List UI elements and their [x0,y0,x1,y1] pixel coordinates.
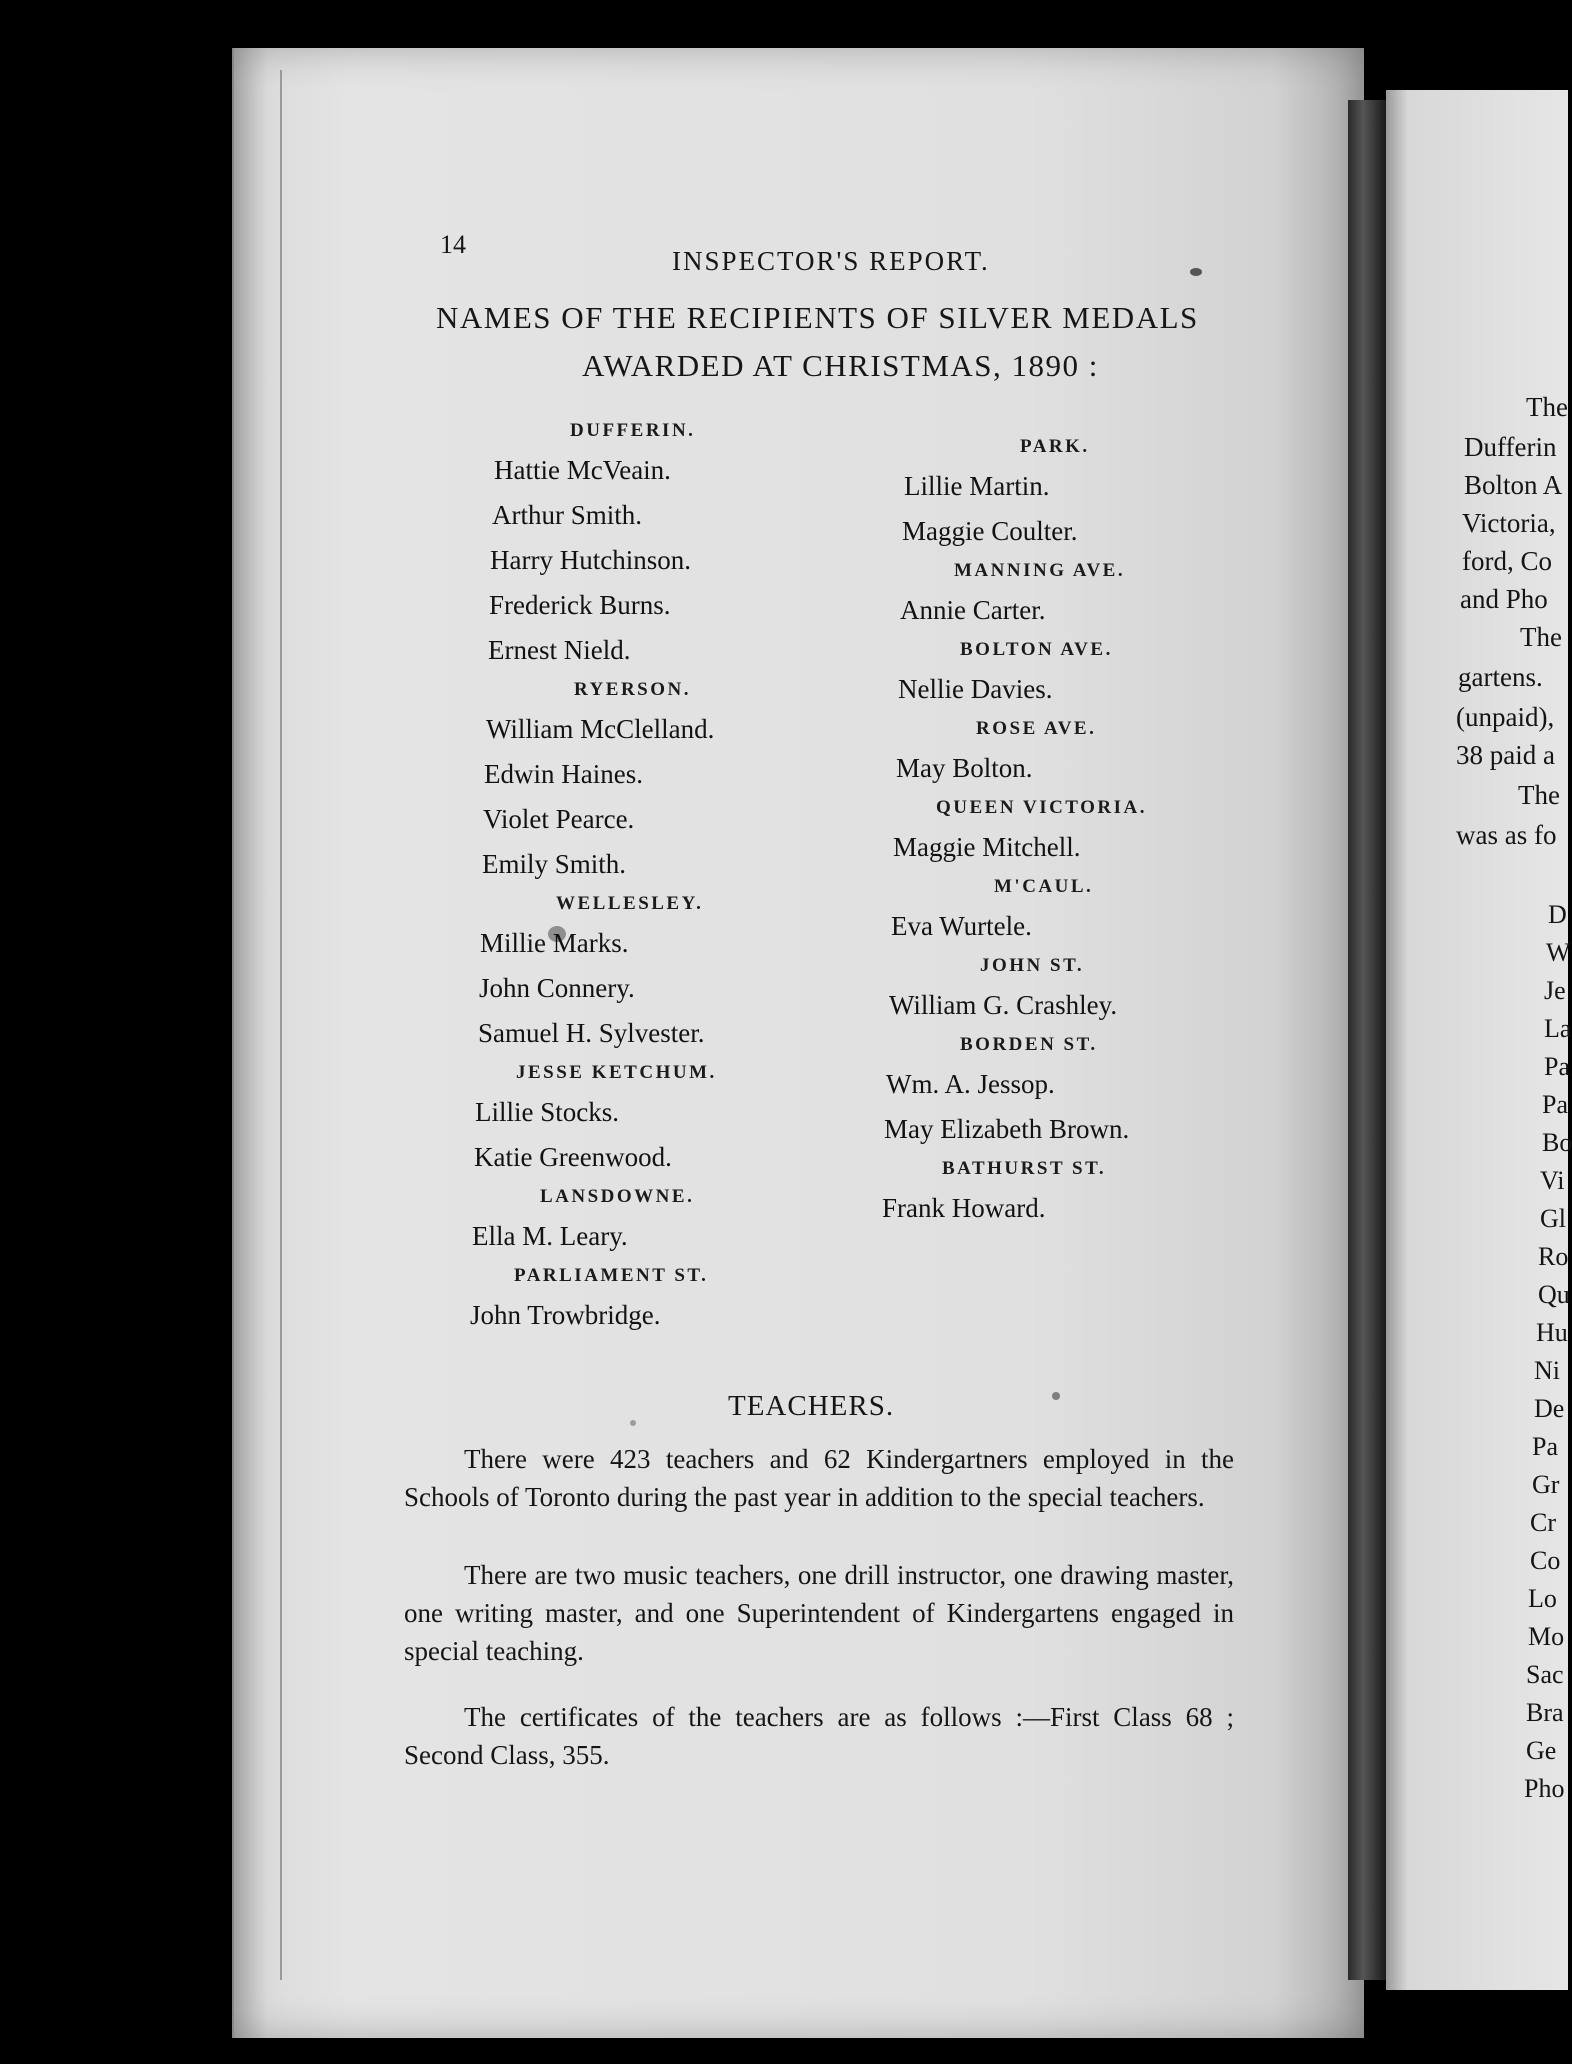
print-speck [630,1420,636,1426]
school-heading: ROSE AVE. [976,718,1097,739]
fragment-line: The [1518,780,1560,810]
list-fragment: Pho [1524,1774,1565,1803]
fragment-line: (unpaid), [1456,702,1555,732]
list-fragment: Cr [1530,1508,1556,1537]
print-speck [1190,268,1202,276]
recipient-name: Harry Hutchinson. [490,545,691,575]
list-fragment: Bo [1542,1128,1572,1157]
teachers-paragraph [404,1440,1234,1516]
list-fragment: La [1544,1014,1572,1043]
fragment-line: Victoria, [1462,508,1556,538]
school-heading: RYERSON. [574,679,691,700]
recipient-name: Violet Pearce. [483,804,635,834]
school-heading: LANSDOWNE. [540,1186,695,1207]
fragment-line: Dufferin [1464,432,1557,462]
list-fragment: Pa [1532,1432,1558,1461]
list-fragment: Ni [1534,1356,1560,1385]
recipient-name: William McClelland. [486,714,715,744]
list-fragment: Vi [1540,1166,1565,1195]
teachers-heading: TEACHERS. [728,1390,895,1422]
list-fragment: Gl [1540,1204,1566,1233]
list-fragment: Pa [1542,1090,1568,1119]
recipient-name: Frank Howard. [882,1193,1046,1223]
book-gutter [1348,100,1386,1980]
recipient-name: Ella M. Leary. [472,1221,628,1251]
fragment-line: The [1520,622,1562,652]
list-fragment: Je [1544,976,1566,1005]
school-heading: WELLESLEY. [556,893,704,914]
recipient-name: Emily Smith. [482,849,627,879]
list-fragment: Ge [1526,1736,1557,1765]
page-number: 14 [440,230,466,259]
fragment-line: The [1526,392,1568,422]
school-heading: BATHURST ST. [942,1158,1107,1179]
fragment-line: Bolton A [1464,470,1563,500]
recipient-name: Ernest Nield. [488,635,631,665]
list-fragment: De [1534,1394,1565,1423]
list-fragment: Pa [1544,1052,1570,1081]
recipient-name: Eva Wurtele. [891,911,1032,941]
school-heading: JESSE KETCHUM. [516,1062,717,1083]
recipient-name: Annie Carter. [900,595,1046,625]
recipient-name: Wm. A. Jessop. [886,1069,1055,1099]
recipient-name: Samuel H. Sylvester. [478,1018,705,1048]
list-fragment: W [1546,938,1571,967]
fragment-line: and Pho [1460,584,1548,614]
recipient-name: Katie Greenwood. [474,1142,672,1172]
school-heading: BORDEN ST. [960,1034,1098,1055]
list-fragment: Mo [1528,1622,1565,1651]
school-heading: DUFFERIN. [570,420,696,441]
list-fragment: Hu [1536,1318,1568,1347]
recipient-name: Lillie Martin. [904,471,1050,501]
paragraph-text: There are two music teachers, one drill instructor, one drawing master, one writing master, and one Superintendent of Kindergartens engaged in special teaching. [404,1560,1234,1666]
fragment-line: 38 paid a [1456,740,1555,770]
fragment-line: was as fo [1456,820,1557,850]
school-heading: JOHN ST. [980,955,1085,976]
recipient-name: John Trowbridge. [470,1300,661,1330]
list-fragment: Lo [1528,1584,1557,1613]
paragraph-text: The certificates of the teachers are as follows :—First Class 68 ; Second Class, 355. [404,1702,1234,1770]
teachers-paragraph [404,1556,1234,1670]
school-heading: BOLTON AVE. [960,639,1113,660]
list-fragment: Qu [1538,1280,1570,1309]
section-title-line-2: AWARDED AT CHRISTMAS, 1890 : [582,348,1099,383]
recipient-name: Nellie Davies. [898,674,1053,704]
list-fragment: Co [1530,1546,1561,1575]
recipient-name: Hattie McVeain. [494,455,671,485]
print-speck [1052,1392,1060,1400]
recipient-name: William G. Crashley. [889,990,1118,1020]
recipient-name: Arthur Smith. [492,500,643,530]
fragment-line: gartens. [1458,662,1543,692]
recipient-name: John Connery. [479,973,635,1003]
recipient-name: Frederick Burns. [489,590,671,620]
list-fragment: Bra [1526,1698,1564,1727]
list-fragment: Sac [1526,1660,1564,1689]
recipient-name: Millie Marks. [480,928,629,958]
running-head: INSPECTOR'S REPORT. [672,246,990,276]
recipient-name: Lillie Stocks. [475,1097,619,1127]
recipient-name: May Elizabeth Brown. [884,1114,1130,1144]
recipient-name: Edwin Haines. [484,759,643,789]
school-heading: M'CAUL. [994,876,1094,897]
recipients-right-column [880,430,1280,1231]
section-title-line-1: NAMES OF THE RECIPIENTS OF SILVER MEDALS [436,300,1199,335]
school-heading: PARK. [1020,436,1090,457]
fragment-line: ford, Co [1462,546,1552,576]
school-heading: MANNING AVE. [954,560,1126,581]
recipients-left-column [470,414,850,1338]
school-heading: PARLIAMENT ST. [514,1265,709,1286]
teachers-paragraph [404,1698,1234,1774]
recipient-name: Maggie Mitchell. [893,832,1081,862]
list-fragment: D [1548,900,1567,929]
page-margin-rule [280,70,282,1980]
list-fragment: Ro [1538,1242,1569,1271]
list-fragment: Gr [1532,1470,1560,1499]
school-heading: QUEEN VICTORIA. [936,797,1148,818]
recipient-name: Maggie Coulter. [902,516,1078,546]
recipient-name: May Bolton. [896,753,1033,783]
paragraph-text: There were 423 teachers and 62 Kindergartners employed in the Schools of Toronto during the past year in addition to the special teachers. [404,1444,1234,1512]
